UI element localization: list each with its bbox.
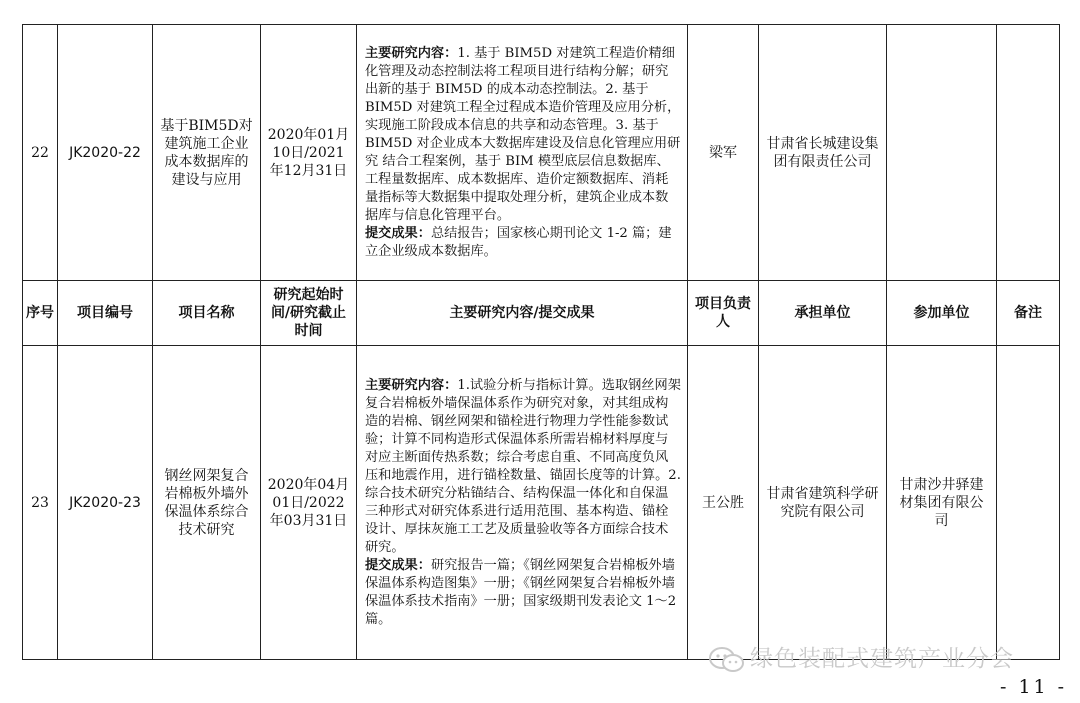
content-text: 1. 基于 BIM5D 对建筑工程造价精细化管理及动态控制法将工程项目进行结构分解；研究出新的基于 BIM5D 的成本动态控制法。2. 基于 BIM5D 对建筑工程全过程成本造价管理及应用分析，实现施工阶段成本信息的共享和动态管理。3. 基于 BIM5D 对企业成本大数据库建设及信息化管理应用研究 结合工程案例，基于 BIM 模型底层信息数据库、工程量数据库、成本数据库、造价定额数据库、消耗量指标等大数据集中提取处理分析，建筑企业成本数据库与信息化管理平台。 xyxy=(365,45,681,223)
header-no: 序号 xyxy=(23,281,58,346)
cell-content xyxy=(357,25,688,281)
result-text: 研究报告一篇；《钢丝网架复合岩棉板外墙保温体系构造图集》一册；《钢丝网架复合岩棉板外墙保温体系技术指南》一册；国家级期刊发表论文 1～2 篇。 xyxy=(365,557,677,627)
table-row xyxy=(23,25,1060,281)
table-row xyxy=(23,346,1060,660)
cell-code: JK2020-22 xyxy=(58,25,153,281)
cell-remark xyxy=(997,346,1060,660)
cell-leader: 王公胜 xyxy=(688,346,759,660)
cell-participant: 甘肃沙井驿建材集团有限公司 xyxy=(887,346,997,660)
cell-period: 2020年04月01日/2022年03月31日 xyxy=(261,346,357,660)
watermark xyxy=(708,640,1048,672)
result-text: 总结报告；国家核心期刊论文 1-2 篇；建立企业级成本数据库。 xyxy=(365,225,672,259)
wechat-icon xyxy=(708,646,746,674)
cell-content xyxy=(357,346,688,660)
header-period: 研究起始时间/研究截止时间 xyxy=(261,281,357,346)
table-header-row xyxy=(23,281,1060,346)
header-content: 主要研究内容/提交成果 xyxy=(357,281,688,346)
watermark-text: 绿色装配式建筑产业分会 xyxy=(750,646,1014,672)
content-label: 主要研究内容： xyxy=(365,45,458,61)
result-label: 提交成果： xyxy=(365,225,431,241)
header-leader: 项目负责人 xyxy=(688,281,759,346)
cell-no: 22 xyxy=(23,25,58,281)
cell-code: JK2020-23 xyxy=(58,346,153,660)
page-number: - 11 - xyxy=(1000,676,1068,698)
cell-undertaker: 甘肃省长城建设集团有限责任公司 xyxy=(759,25,887,281)
header-participant: 参加单位 xyxy=(887,281,997,346)
content-text: 1.试验分析与指标计算。选取钢丝网架复合岩棉板外墙保温体系作为研究对象，对其组成构造的岩棉、钢丝网架和锚栓进行物理力学性能参数试验；计算不同构造形式保温体系所需岩棉材料厚度与对应主断面传热系数；综合考虑自重、不同高度负风压和地震作用，进行锚栓数量、锚固长度等的计算。2.综合技术研究分粘锚结合、结构保温一体化和自保温三种形式对研究体系进行适用范围、基本构造、锚栓设计、厚抹灰施工工艺及质量验收等各方面综合技术研究。 xyxy=(365,377,681,555)
header-name: 项目名称 xyxy=(153,281,261,346)
cell-undertaker: 甘肃省建筑科学研究院有限公司 xyxy=(759,346,887,660)
cell-no: 23 xyxy=(23,346,58,660)
cell-leader: 梁军 xyxy=(688,25,759,281)
cell-name: 基于BIM5D对建筑施工企业成本数据库的建设与应用 xyxy=(153,25,261,281)
result-label: 提交成果： xyxy=(365,557,431,573)
content-label: 主要研究内容： xyxy=(365,377,458,393)
cell-period: 2020年01月10日/2021年12月31日 xyxy=(261,25,357,281)
header-remark: 备注 xyxy=(997,281,1060,346)
project-table xyxy=(22,24,1060,660)
cell-remark xyxy=(997,25,1060,281)
cell-name: 钢丝网架复合岩棉板外墙外保温体系综合技术研究 xyxy=(153,346,261,660)
header-undertaker: 承担单位 xyxy=(759,281,887,346)
header-code: 项目编号 xyxy=(58,281,153,346)
cell-participant xyxy=(887,25,997,281)
